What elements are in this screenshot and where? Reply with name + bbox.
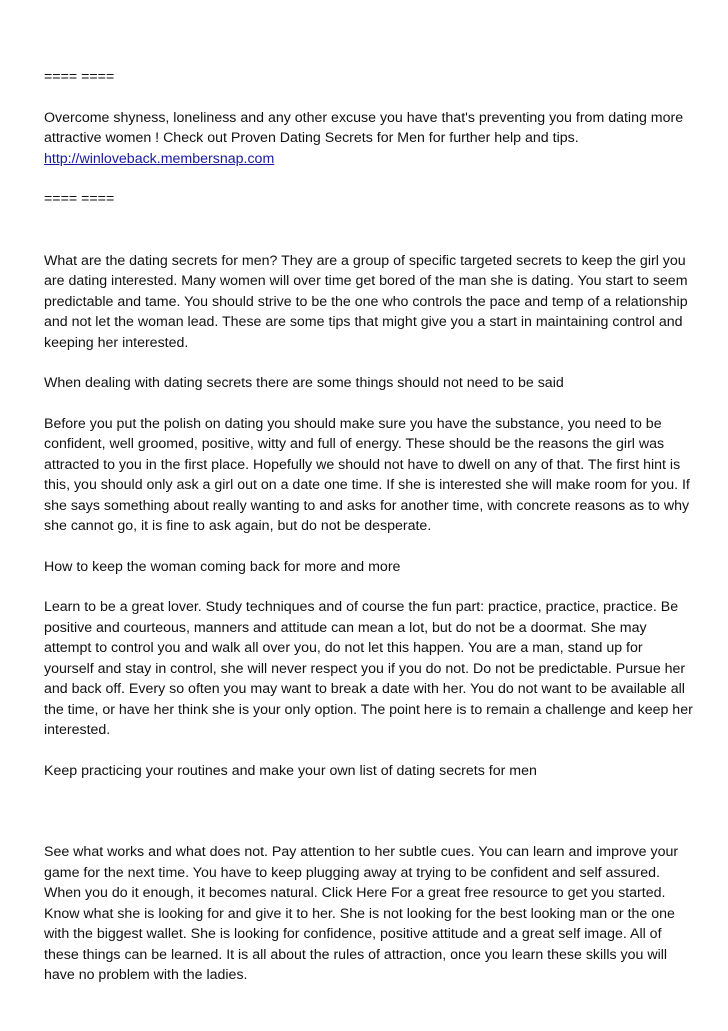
- promo-text: Overcome shyness, loneliness and any other excuse you have that's preventing you from dating more attractive women ! Check out Proven Dating Secrets for Men for further help and tips.: [44, 109, 684, 146]
- spacer: [44, 781, 694, 842]
- article-subheading-keep-her: How to keep the woman coming back for more and more: [44, 558, 401, 575]
- spacer: [44, 394, 694, 414]
- spacer: [44, 741, 694, 761]
- spacer: [44, 169, 694, 189]
- article-paragraph-lover: Learn to be a great lover. Study techniques and of course the fun part: practice, practice, practice. Be positive and courteous, manners and attitude can mean a lot, but do not be a doormat. She may attempt to control you and walk all over you, do not let this happen. You are a man, stand up for yourself and stay in control, she will never respect you if you do not. Do not be predictable. Pursue her and back off. Every so often you may want to break a date with her. You do not want to be available all the time, or have her think she is your only option. The point here is to remain a challenge and keep her interested.: [44, 599, 693, 738]
- separator-bottom: ==== ====: [44, 191, 115, 207]
- spacer: [44, 88, 694, 108]
- article-subheading-routines: Keep practicing your routines and make your own list of dating secrets for men: [44, 762, 537, 779]
- spacer: [44, 577, 694, 597]
- spacer: [44, 210, 694, 251]
- article-paragraph-substance: Before you put the polish on dating you should make sure you have the substance, you need to be confident, well groomed, positive, witty and full of energy. These should be the reasons the girl was attracted to you in the first place. Hopefully we should not have to dwell on any of that. The first hint is this, you should only ask a girl out on a date one time. If she is interested she will make room for you. If she says something about really wanting to and asks for another time, with concrete reasons as to why she cannot go, it is fine to ask again, but do not be desperate.: [44, 415, 690, 534]
- spacer: [44, 353, 694, 373]
- separator-top: ==== ====: [44, 69, 115, 85]
- article-paragraph-conclusion: See what works and what does not. Pay attention to her subtle cues. You can learn and improve your game for the next time. You have to keep plugging away at trying to be confident and self assured. When you do it enough, it becomes natural. Click Here For a great free resource to get you started. Know what she is looking for and give it to her. She is not looking for the best looking man or the one with the biggest wallet. She is looking for confidence, positive attitude and a great self image. All of these things can be learned. It is all about the rules of attraction, once you learn these skills you will have no problem with the ladies.: [44, 844, 679, 983]
- article-paragraph-intro: What are the dating secrets for men? They are a group of specific targeted secrets to keep the girl you are dating interested. Many women will over time get bored of the man she is dating. You start to seem predictable and tame. You should strive to be the one who controls the pace and temp of a relationship and not let the woman lead. These are some tips that might give you a start in maintaining control and keeping her interested.: [44, 252, 688, 351]
- article-subheading-basics: When dealing with dating secrets there are some things should not need to be said: [44, 375, 564, 391]
- spacer: [44, 537, 694, 557]
- promo-link[interactable]: http://winloveback.membersnap.com: [44, 150, 275, 167]
- document-page: [44, 67, 694, 986]
